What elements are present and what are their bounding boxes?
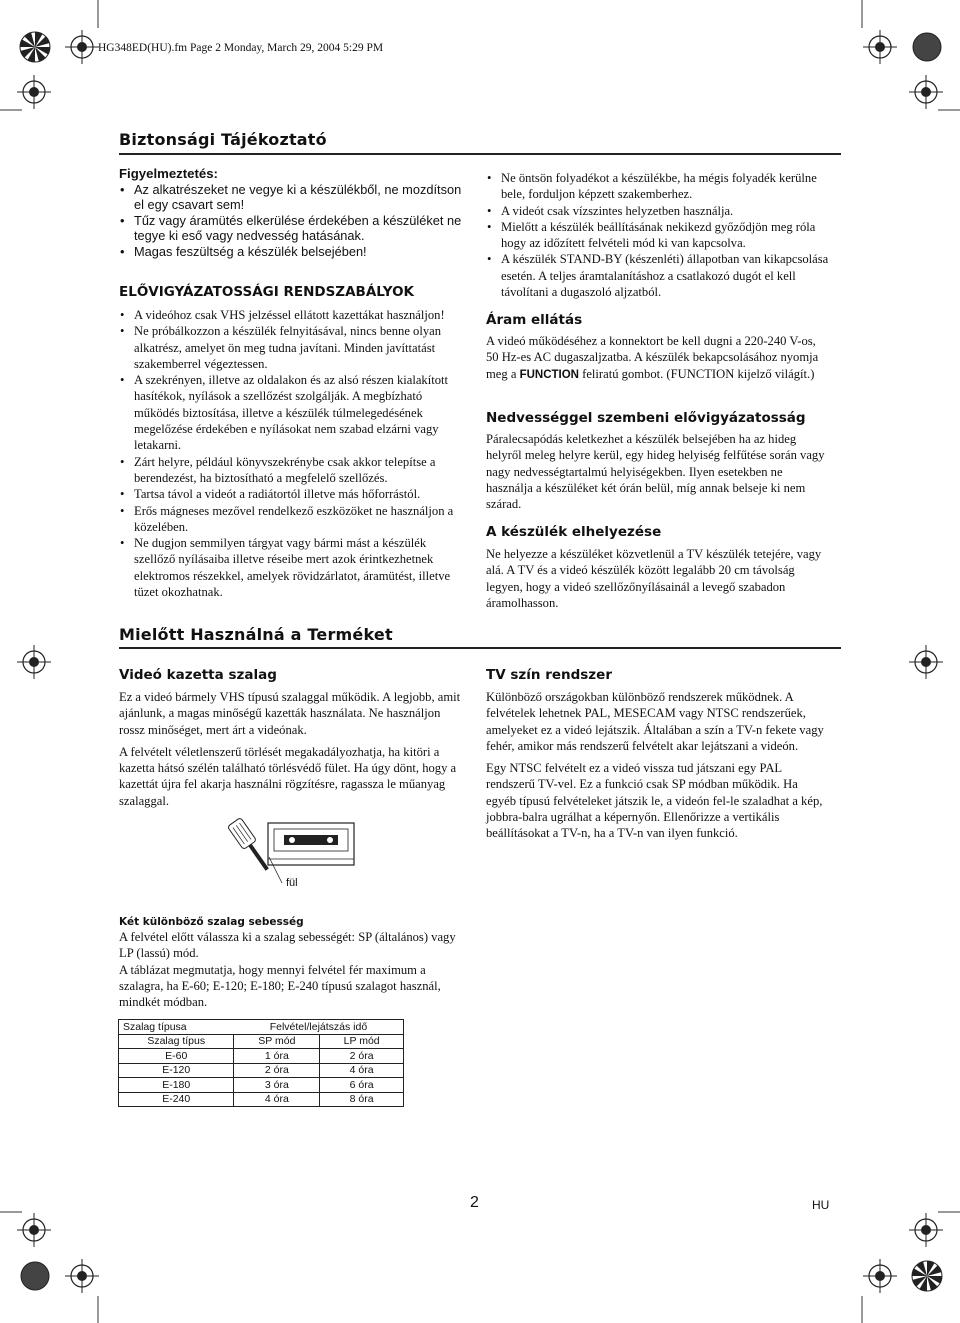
precaution-item: • Erős mágneses mezővel rendelkező eszközöket ne használjon a közelében. bbox=[119, 503, 469, 536]
table-row bbox=[119, 1049, 404, 1064]
tape-speed-title: Két különböző szalag sebesség bbox=[119, 916, 304, 928]
precaution-item: • Ne próbálkozzon a készülék felnyitásával, nincs benne olyan alkatrész, amelyet ön meg tudna javítani. Minden javíttatást szakemberrel végeztessen. bbox=[119, 323, 469, 372]
table-cell: 4 óra bbox=[234, 1092, 320, 1107]
right-bullet-item: • A videót csak vízszintes helyzetben használja. bbox=[486, 203, 831, 219]
language-code: HU bbox=[812, 1198, 830, 1212]
placement-text: Ne helyezze a készüléket közvetlenül a TV készülék tetejére, vagy alá. A TV és a videó készülék között legalább 20 cm távolság legyen, hogy a videó szellőzőnyílásainál a levegő szabadon áramolhasson. bbox=[486, 547, 822, 610]
tape-speed-text bbox=[119, 929, 464, 1010]
table-cell: E-60 bbox=[119, 1049, 234, 1064]
print-header: HG348ED(HU).fm Page 2 Monday, March 29, 2004 5:29 PM bbox=[98, 42, 384, 54]
tv-system-text bbox=[486, 689, 831, 848]
precaution-item: • A szekrényen, illetve az oldalakon és az alsó részen kialakított hasítékok, nyílások a szellőzést szolgálják. A megbízható működés biztosítása, illetve a készülék túlmelegedésének megelőzése érdekében e nyílásokat nem szabad elzárni vagy letakarni. bbox=[119, 372, 469, 453]
table-cell: E-120 bbox=[119, 1063, 234, 1078]
section-title-before-use: Mielőtt Használná a Terméket bbox=[119, 625, 393, 644]
tab-label: fül bbox=[286, 877, 298, 889]
table-row bbox=[119, 1092, 404, 1107]
page-number: 2 bbox=[470, 1194, 479, 1211]
table-row bbox=[119, 1063, 404, 1078]
warning-item: • Tűz vagy áramütés elkerülése érdekében a készüléket ne tegye ki eső vagy nedvesség hatásának. bbox=[119, 213, 469, 244]
tv-system-title: TV szín rendszer bbox=[486, 667, 612, 683]
power-title: Áram ellátás bbox=[486, 312, 583, 328]
precaution-item: • Ne dugjon semmilyen tárgyat vagy bármi mást a készülék szellőző nyílásaiba illetve réseibe mert azok érintkezhetnek elektromos részekkel, amelyek rövidzárlatot, áramütést, illetve tüzet okozhatnak. bbox=[119, 535, 469, 600]
table-cell: 3 óra bbox=[234, 1078, 320, 1093]
warning-item: • Az alkatrészeket ne vegye ki a készülékből, ne mozdítson el egy csavart sem! bbox=[119, 182, 469, 213]
table-row bbox=[119, 1078, 404, 1093]
function-keyword: FUNCTION bbox=[519, 368, 579, 381]
table-top-right: Felvétel/lejátszás idő bbox=[234, 1020, 404, 1035]
precaution-item: • Tartsa távol a videót a radiátortól illetve más hőforrástól. bbox=[119, 486, 469, 502]
power-text-after: feliratú gombot. (FUNCTION kijelző világít.) bbox=[579, 366, 815, 381]
table-header-row bbox=[119, 1034, 404, 1049]
power-text-before: A videó működéséhez a konnektort be kell dugni a 220-240 V-os, 50 Hz-es AC dugaszaljzatba. A készülék bekapcsolásához nyomja meg a bbox=[486, 334, 819, 381]
moisture-text: Páralecsapódás keletkezhet a készülék belsejében ha az hideg helyről meleg helyre kerül, egy hideg helyiség felfűtése során vagy nagy nedvességtartalmú helyiségekben. Ilyen esetekben ne használja a készüléket két órán belül, míg annak belseje ki nem szárad. bbox=[486, 432, 825, 512]
table-cell: 6 óra bbox=[320, 1078, 404, 1093]
table-cell: E-240 bbox=[119, 1092, 234, 1107]
section-title-safety: Biztonsági Tájékoztató bbox=[119, 130, 327, 149]
tv-paragraph: Különböző országokban különböző rendszerek működnek. A felvételek lehetnek PAL, MESECAM vagy NTSC rendszerűek, amelyeket ez a videó lejátszik. Általában a szín a TV-n fekete vagy fehér, amikor más rendszerű felvételt akar lejátszani a videón. bbox=[486, 690, 824, 753]
recording-time-table bbox=[118, 1019, 404, 1107]
power-text bbox=[486, 333, 831, 383]
cassette-text bbox=[119, 689, 464, 815]
table-top-left: Szalag típusa bbox=[119, 1020, 234, 1035]
warning-title: Figyelmeztetés: bbox=[119, 166, 218, 181]
precaution-item: • Zárt helyre, például könyvszekrénybe csak akkor telepítse a berendezést, ha biztosítható a megfelelő szellőzés. bbox=[119, 454, 469, 487]
tape-speed-paragraph: A felvétel előtt válassza ki a szalag sebességét: SP (általános) vagy LP (lassú) mód. bbox=[119, 930, 456, 961]
section-rule bbox=[119, 153, 841, 155]
placement-title: A készülék elhelyezése bbox=[486, 524, 662, 540]
precautions-title: ELŐVIGYÁZATOSSÁGI RENDSZABÁLYOK bbox=[119, 284, 415, 300]
precaution-item: • A videóhoz csak VHS jelzéssel ellátott kazettákat használjon! bbox=[119, 307, 469, 323]
table-header-cell: Szalag típus bbox=[119, 1034, 234, 1049]
right-bullet-list bbox=[486, 170, 831, 300]
precautions-list bbox=[119, 307, 469, 600]
tv-paragraph: Egy NTSC felvételt ez a videó vissza tud játszani egy PAL rendszerű TV-vel. Ez a funkció csak SP módban működik. Ha egyéb típusú felvételeket játszik le, a videón fel-le szaladhat a kép, jobbra-balra ugrálhat a képernyőn. Ellenőrizze a vertikális beállításokat a TV-n, ha a TV-n van ilyen funkció. bbox=[486, 761, 823, 841]
cassette-tab-illustration bbox=[228, 815, 368, 895]
cassette-paragraph: Ez a videó bármely VHS típusú szalaggal működik. A legjobb, amit ajánlunk, a magas minőségű kazetták használata. Ne használjon rossz minőséget, mert árt a videónak. bbox=[119, 690, 461, 737]
cassette-title: Videó kazetta szalag bbox=[119, 667, 277, 683]
table-cell: 1 óra bbox=[234, 1049, 320, 1064]
table-cell: 4 óra bbox=[320, 1063, 404, 1078]
table-cell: 2 óra bbox=[234, 1063, 320, 1078]
warning-block bbox=[119, 166, 469, 259]
table-header-cell: LP mód bbox=[320, 1034, 404, 1049]
cassette-paragraph: A felvételt véletlenszerű törlését megakadályozhatja, ha kitöri a kazetta hátsó szélén található törlésvédő fület. Ha úgy dönt, hogy a kazettát újra fel akarja használni rögzítésre, ragassza le műanyag szalaggal. bbox=[119, 744, 457, 808]
warning-item: • Magas feszültség a készülék belsejében! bbox=[119, 244, 469, 260]
table-cell: 8 óra bbox=[320, 1092, 404, 1107]
tape-speed-paragraph: A táblázat megmutatja, hogy mennyi felvétel fér maximum a szalagra, ha E-60; E-120; E-180; E-240 típusú szalagot használ, mindkét módban. bbox=[119, 962, 441, 1010]
right-bullet-item: • Ne öntsön folyadékot a készülékbe, ha mégis folyadék kerülne bele, forduljon képzett szakemberhez. bbox=[486, 170, 831, 203]
section-rule bbox=[119, 647, 841, 649]
table-cell: E-180 bbox=[119, 1078, 234, 1093]
right-bullet-item: • Mielőtt a készülék beállításának nekikezd győződjön meg róla hogy az időzített felvételi mód ki van kapcsolva. bbox=[486, 219, 831, 252]
right-bullet-item: • A készülék STAND-BY (készenléti) állapotban van kikapcsolása esetén. A teljes áramtalanításhoz a csatlakozó dugót el kell távolítani a dugaszoló aljzatból. bbox=[486, 251, 831, 300]
table-cell: 2 óra bbox=[320, 1049, 404, 1064]
table-header-cell: SP mód bbox=[234, 1034, 320, 1049]
moisture-title: Nedvességgel szembeni elővigyázatosság bbox=[486, 410, 806, 426]
